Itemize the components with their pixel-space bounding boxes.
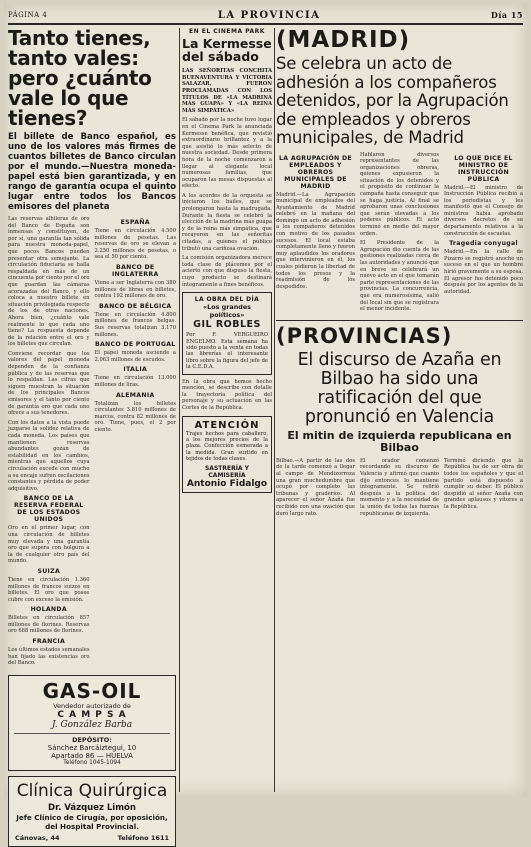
article-deck: El billete de Banco español, es uno de los valores más firmes de cuantos billetes de Banco circulan por el mundo.—Nuestra moneda-papel está bien garantizada, y en rango de garantía ocupa el quinto lugar entre todos los Bancos emisores del planeta (8, 132, 176, 212)
ad-seller: J. González Barba (51, 719, 133, 730)
section-text: Billetes en circulación 857 millones de florines. Reservas oro 688 millones de florines. (8, 615, 90, 635)
article-paragraph: Madrid.—En la calle de Pizarro se registró anoche un suceso en el que un hombre hirió gravemente a su esposa. El agresor fue detenido poco después por los agentes de la autoridad. (444, 249, 523, 295)
clinic-advertisement (8, 776, 176, 847)
news-section (276, 28, 523, 520)
box-title: GIL ROBLES (193, 319, 261, 331)
ad-name: Antonio Fidalgo (186, 478, 268, 489)
article-subheadline: El mitin de izquierda republicana en Bilbao (287, 428, 512, 454)
section-text: Oro en el primer lugar, con una circulación de billetes muy elevada y una garantía oro que supera con holgura a la de cualquier otro país del mundo. (8, 525, 90, 565)
section-heading: ALEMANIA (115, 391, 155, 399)
section-heading: LA AGRUPACIÓN DE EMPLEADOS Y OBREROS MUNICIPALES DE MADRID (279, 154, 352, 190)
section-heading: LO QUE DICE EL MINISTRO DE INSTRUCCIÓN PÚBLICA (454, 154, 513, 183)
box-text: Por F. VERGUEIRO ENGELMO. Esta semana ha sido puesto a la venta en todas las librerías el interesante libro sobre la figura del jefe de la C.E.D.A. (186, 332, 268, 371)
ad-doctor: Dr. Vázquez Limón (48, 802, 136, 813)
ad-line: Vendedor autorizado de (53, 701, 131, 710)
article-headline: Se celebra un acto de adhesión a los compañeros detenidos, por la Agrupación de empleados y obreros municipales, de Madrid (276, 54, 509, 147)
article-paragraph: Con los datos a la vista puede juzgarse la solidez relativa de cada moneda. Los países que mantienen reservas abundantes gozan de estabilidad en los cambios, mientras que aquellos cuya circulación excede con mucho a su encaje sufren oscilaciones constantes y pérdida de poder adquisitivo. (8, 419, 90, 492)
ad-description: Jefe Clínico de Cirugía, por oposición, del Hospital Provincial. (16, 812, 168, 831)
ad-title: Clínica Quirúrgica (16, 780, 168, 801)
section-heading: Tragedia conyugal (449, 240, 518, 248)
column-rule (179, 28, 180, 792)
ad-phone: Teléfono 1045-1094 (63, 759, 121, 766)
article-columns (8, 216, 176, 670)
article-paragraph: El Presidente de la Agrupación dio cuenta de las gestiones realizadas cerca de las autoridades y anunció que en breve se celebrará un nuevo acto en el que tomarán parte representaciones de las provincias. La concurrencia, que era numerosísima, salió del local sin que se registrara el menor incidente. (360, 240, 439, 313)
book-notice-box (182, 292, 272, 374)
issue-date: Día 15 (490, 10, 523, 20)
article-headline: La Kermesse del sábado (182, 36, 272, 64)
article-columns (276, 458, 523, 520)
article-paragraph: Conviene recordar que los valores del papel moneda dependen de la confianza pública y de las reservas que lo respaldan. Las cifras que siguen muestran la situación de los principales Bancos emisores y el tanto por ciento de garantía oro que cada uno ofrece a sus tenedores. (8, 350, 90, 417)
section-heading: ESPAÑA (120, 219, 150, 226)
article-paragraph: El sábado por la noche tuvo lugar en el Cinema Park la anunciada Kermesse benéfica, que revistió extraordinario brillantez y a la que asistió lo más selecto de nuestra sociedad. Desde primera hora de la noche comenzaron a llegar al elegante local numerosas familias, que ocuparon las mesas dispuestas al efecto. (182, 117, 272, 190)
ad-company: C A M P S A (57, 709, 127, 720)
section-text: Totalizan los billetes circulantes 3.810 millones de marcos, contra 82 millones de oro. Tiene, pues, el 2 por ciento. (94, 400, 176, 433)
article-paragraph: Terminó diciendo que la República ha de ser obra de todos los españoles y que el partido está dispuesto a cumplir su deber. El público despidió al señor Azaña con grandes aplausos y vítores a la República. (444, 457, 523, 510)
ad-po-box: Apartado 86 — HUELVA (51, 751, 133, 760)
ad-depot: DEPÓSITO: (14, 733, 170, 744)
section-text: Tiene en circulación 4.500 millones de pesetas. Las reservas de oro se elevan a 2.250 millones de pesetas, o sea el 50 por ciento. (94, 228, 176, 261)
tailor-advertisement (182, 416, 272, 493)
article-paragraph: Madrid.—El ministro de Instrucción Pública recibió a los periodistas y les manifestó que el Consejo de ministros había aprobado diversos decretos de su departamento relativos a la construcción de escuelas. (444, 184, 523, 237)
section-text: Tiene en circulación 4.800 millones de francos belgas. Sus reservas totalizan 3.170 millones. (94, 311, 176, 338)
page-label: PÁGINA 4 (8, 11, 48, 19)
section-divider (276, 320, 523, 321)
article-paragraph: A los acordes de la orquesta se iniciaron los bailes, que se prolongaron hasta la madrugada. Durante la fiesta se celebró la elección de la madrina más guapa y de la reina más simpática, que recayeron en las señoritas citadas, a quienes el público tributó una cariñosa ovación. (182, 192, 272, 252)
newspaper-page (4, 4, 527, 842)
section-text: Tiene en circulación 13.000 millones de liras. (94, 375, 176, 388)
section-heading: BANCO DE INGLATERRA (111, 263, 159, 278)
box-kicker: LA OBRA DEL DÍA (194, 296, 260, 304)
ad-address: Cánovas, 44 (15, 833, 60, 842)
article-paragraph: La comisión organizadora merece toda clase de plácemes por el acierto con que dispuso la fiesta, cuyo producto se destinará íntegramente a fines benéficos. (182, 255, 272, 288)
section-heading: BANCO DE BÉLGICA (98, 302, 172, 310)
section-heading: BANCO DE LA RESERVA FEDERAL DE LOS ESTADOS UNIDOS (13, 495, 84, 524)
column-rule (274, 28, 275, 792)
section-title-provincias: (PROVINCIAS) (276, 323, 453, 348)
section-heading: BANCO DE PORTUGAL (94, 341, 176, 349)
newspaper-title: LA PROVINCIA (217, 9, 321, 21)
article-paragraph: El orador comenzó recordando su discurso de Valencia y afirmó que cuanto dijo entonces lo mantiene íntegramente. Se refirió después a la política del momento y a la necesidad de la unión de todas las fuerzas republicanas de izquierda. (360, 457, 439, 517)
ad-address: Sánchez Barcáiztegui, 10 (47, 743, 137, 752)
article-kicker: EN EL CINEMA PARK (189, 28, 265, 35)
ad-phone: Teléfono 1611 (117, 833, 169, 842)
ad-text: Trajes hechos para caballero, a los mejores precios de la plaza. Confección esmerada a la medida. Gran surtido en tejidos de todas clases. (186, 430, 268, 463)
ad-title: ATENCIÓN (194, 419, 260, 431)
article-paragraph: Las reservas alhileras de oro del Banco de España son inmensas y constituyen, de por sí, una garantía tan sólida para nuestra moneda-papel, que pocos Bancos pueden presentar otra semejante. La circulación fiduciaria se halla respaldada en más de un cincuenta por ciento por el oro que guardan las cámaras acorazadas del Banco, y ello coloca a nuestro billete en situación privilegiada respecto de los de otras naciones. Ahora bien, ¿cuánto vale realmente lo que cada uno tiene? La respuesta depende de la relación entre el oro y los billetes que circulan. (8, 216, 90, 348)
article-paragraph: En la obra que hemos hecho mención, se describe con detalle la trayectoria política del personaje y su actuación en las Cortes de la República. (182, 378, 272, 411)
section-heading: FRANCIA (32, 638, 66, 646)
section-text: Tiene en circulación 1.360 millones de francos suizos en billetes. El oro que posee cubre con exceso la emisión. (8, 576, 90, 603)
masthead (8, 7, 523, 25)
section-heading: ITALIA (123, 366, 148, 374)
section-heading: SUIZA (37, 567, 61, 575)
article-headline: Tanto tienes, tanto vales: pero ¿cuánto vale lo que tienes? (8, 26, 152, 130)
article-paragraph: Madrid.—La Agrupación municipal de empleados del Ayuntamiento de Madrid celebró en la mañana del domingo un acto de adhesión a los compañeros detenidos con motivo de los pasados sucesos. El local estaba completamente lleno y fueron muy aplaudidos los oradores que intervinieron en él, los cuales pidieron la libertad de todos los presos y la readmisión de los despedidos. (276, 191, 355, 290)
article-subhead: LAS SEÑORITAS CONCHITA BUENAVENTURA Y VICTORIA SALAZAR, FUERON PROCLAMADAS CON LOS TÍTULOS DE «LA MADRINA MÁS GUAPA» Y «LA REINA MÁS SIMPÁTICA» (182, 68, 272, 114)
gas-oil-advertisement (8, 675, 176, 771)
article-kermesse (182, 28, 272, 493)
ad-footer (15, 834, 169, 842)
article-banknotes (8, 28, 176, 847)
article-paragraph: Hablaron diversos representantes de las organizaciones obreras, quienes expusieron la situación de los detenidos y el propósito de continuar la campaña hasta conseguir que se haga justicia. Al final se aprobaron unas conclusiones que serán elevadas a los poderes públicos. El acto terminó en medio del mayor orden. (360, 151, 439, 237)
section-text: Los últimos estados semanales han fijado las existencias oro del Banco. (8, 647, 90, 667)
ad-line: SASTRERÍA Y CAMISERÍA (204, 464, 250, 479)
section-text: El papel moneda asciende a 2.063 millones de escudos. (94, 350, 176, 363)
box-series: «Los grandes políticos» (203, 303, 251, 320)
article-headline: El discurso de Azaña en Bilbao ha sido una ratificación del que pronunció en Valencia (297, 349, 502, 427)
article-columns (276, 152, 523, 316)
section-title-madrid: (MADRID) (276, 27, 411, 53)
section-text: Viene a ser Inglaterra con 380 millones de libras en billetes, contra 192 millones de oro. (94, 279, 176, 300)
section-heading: HOLANDA (30, 606, 67, 614)
article-paragraph: Bilbao.—A partir de las dos de la tarde comenzó a llegar al campo de Mendizorroza una gran muchedumbre que ocupó por completo las tribunas y graderíos. Al aparecer el señor Azaña fue recibido con una ovación que duró largo rato. (276, 457, 355, 517)
ad-title: GAS-OIL (42, 678, 142, 703)
